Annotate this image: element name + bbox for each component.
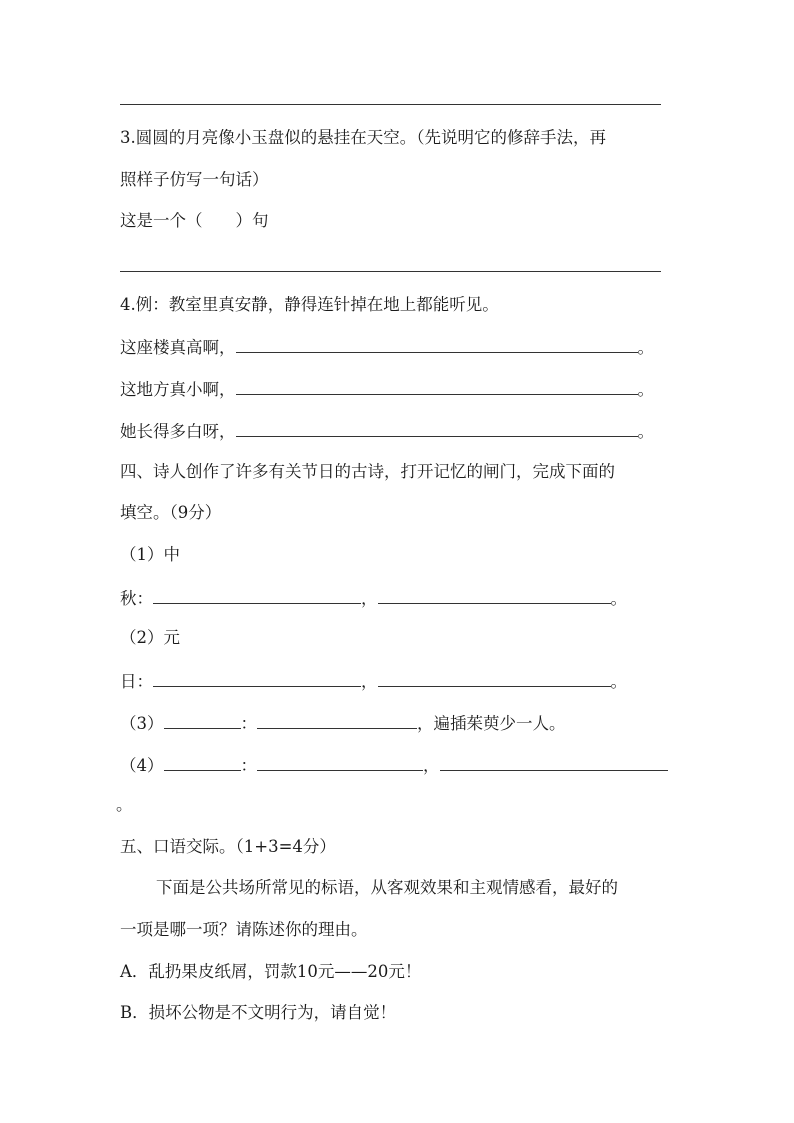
answer-blank[interactable]	[257, 756, 423, 771]
answer-blank[interactable]	[257, 714, 417, 729]
item1-line	[120, 589, 627, 608]
answer-blank[interactable]	[378, 589, 611, 604]
q3-answer-line[interactable]	[120, 271, 661, 272]
comma: ，	[361, 672, 378, 691]
item4-line	[120, 756, 668, 775]
item4-period: 。	[116, 795, 133, 814]
colon: ：	[240, 714, 257, 733]
q4-line-1	[120, 338, 654, 357]
answer-blank[interactable]	[236, 422, 638, 437]
item4-label: （4）	[120, 756, 164, 775]
item1-cont: 秋：	[120, 589, 153, 608]
answer-blank[interactable]	[153, 672, 361, 687]
item2-label: （2）元	[120, 628, 180, 647]
period: 。	[610, 589, 627, 608]
section4-heading: 四、诗人创作了许多有关节日的古诗，打开记忆的闸门，完成下面的	[120, 462, 615, 481]
answer-blank[interactable]	[153, 589, 361, 604]
q4-line-label: 她长得多白呀，	[120, 422, 236, 441]
q3-text-cont: 照样子仿写一句话）	[120, 170, 269, 189]
q4-line-label: 这地方真小啊，	[120, 380, 236, 399]
period: 。	[637, 380, 654, 399]
period: 。	[637, 422, 654, 441]
section5-prompt: 下面是公共场所常见的标语，从客观效果和主观情感看，最好的	[156, 878, 618, 897]
q3-text: 3.圆圆的月亮像小玉盘似的悬挂在天空。（先说明它的修辞手法，再	[120, 128, 606, 147]
answer-blank[interactable]	[236, 380, 638, 395]
section5-prompt-cont: 一项是哪一项？请陈述你的理由。	[120, 920, 368, 939]
item3-tail: ，遍插茱萸少一人。	[417, 714, 566, 733]
q4-line-3	[120, 422, 654, 441]
comma: ，	[423, 756, 440, 775]
colon: ：	[240, 756, 257, 775]
answer-blank[interactable]	[164, 714, 241, 729]
item2-line	[120, 672, 627, 691]
section5-heading: 五、口语交际。（1+3=4分）	[120, 837, 336, 856]
answer-blank[interactable]	[440, 756, 668, 771]
option-a: A．乱扔果皮纸屑，罚款10元——20元！	[120, 962, 422, 981]
answer-blank[interactable]	[164, 756, 241, 771]
item2-cont: 日：	[120, 672, 153, 691]
option-b: B．损坏公物是不文明行为，请自觉！	[120, 1003, 397, 1022]
q4-line-2	[120, 380, 654, 399]
comma: ，	[361, 589, 378, 608]
answer-line-top[interactable]	[120, 104, 661, 105]
q3-type-line: 这是一个（ ）句	[120, 211, 269, 230]
item3-line	[120, 714, 566, 733]
item3-label: （3）	[120, 714, 164, 733]
period: 。	[637, 338, 654, 357]
answer-blank[interactable]	[236, 338, 638, 353]
section4-heading-cont: 填空。（9分）	[120, 503, 222, 522]
q4-line-label: 这座楼真高啊，	[120, 338, 236, 357]
q4-example: 4.例：教室里真安静，静得连针掉在地上都能听见。	[120, 295, 499, 314]
answer-blank[interactable]	[378, 672, 611, 687]
period: 。	[610, 672, 627, 691]
item1-label: （1）中	[120, 545, 180, 564]
